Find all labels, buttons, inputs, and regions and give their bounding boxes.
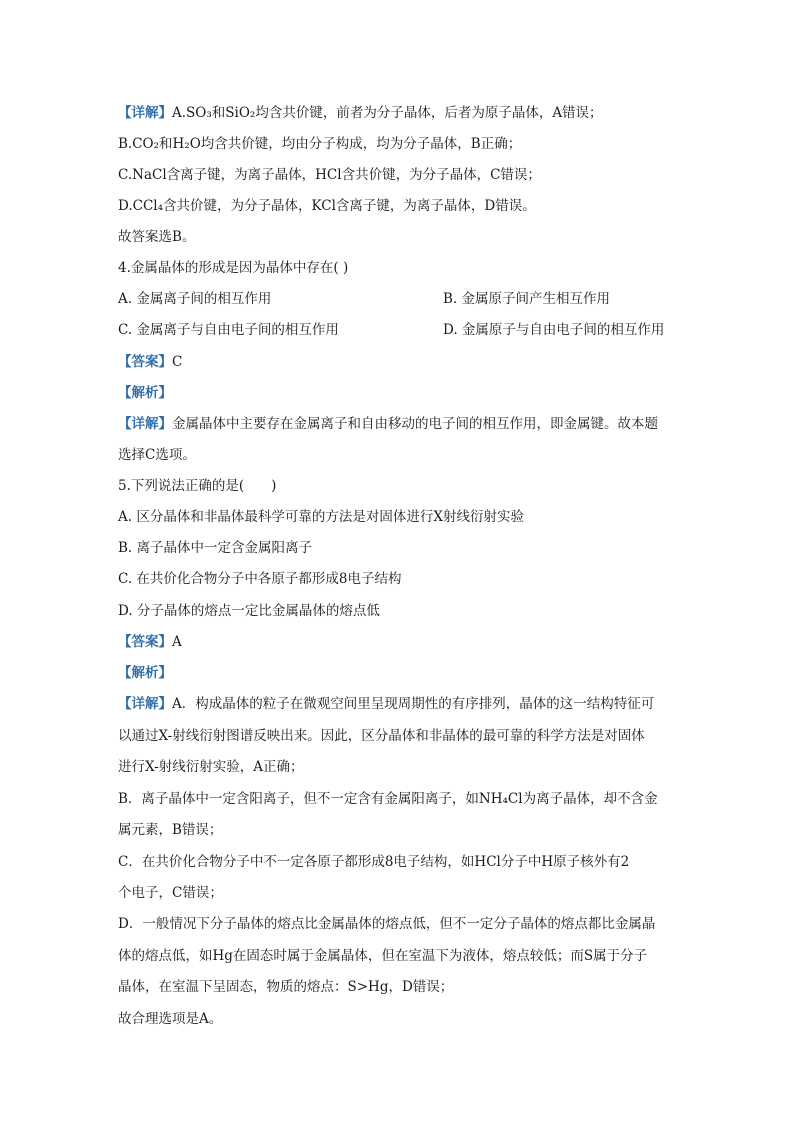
q3-conclusion: 故答案选B。: [118, 229, 196, 245]
q3-detail-d: D.CCl₄含共价键，为分子晶体，KCl含离子键，为离子晶体，D错误。: [118, 198, 536, 214]
q4-detail-line-1: [118, 414, 658, 434]
q5-detail-b-line-2: 属元素，B错误；: [118, 822, 223, 838]
q5-detail-a-line-2: 以通过X-射线衍射图谱反映出来。因此，区分晶体和非晶体的最可靠的科学方法是对固体: [118, 728, 645, 744]
q4-option-c: C. 金属离子与自由电子间的相互作用: [118, 322, 339, 338]
q4-option-d: D. 金属原子与自由电子间的相互作用: [443, 322, 665, 338]
q5-detail-a-line-1: [118, 694, 654, 714]
detail-tag: 【详解】: [118, 696, 172, 712]
q4-analysis-tag: 【解析】: [118, 385, 172, 401]
q4-stem: 4.金属晶体的形成是因为晶体中存在( ): [118, 260, 349, 276]
q5-detail-d-line-3: 晶体，在室温下呈固态，物质的熔点：S>Hg，D错误；: [118, 979, 454, 995]
answer-tag: 【答案】: [118, 634, 172, 650]
answer-value: C: [172, 354, 183, 370]
detail-tag: 【详解】: [118, 105, 172, 121]
q4-option-b: B. 金属原子间产生相互作用: [443, 291, 611, 307]
q5-detail-c-line-1: C．在共价化合物分子中不一定各原子都形成8电子结构，如HCl分子中H原子核外有2: [118, 854, 630, 870]
q4-option-a: A. 金属离子间的相互作用: [118, 291, 272, 307]
answer-tag: 【答案】: [118, 354, 172, 370]
q4-options-row-1: [118, 289, 271, 309]
q3-detail-b: B.CO₂和H₂O均含共价键，均由分子构成，均为分子晶体，B正确；: [118, 136, 522, 152]
q5-answer: [118, 632, 182, 652]
q3-detail-a: [118, 103, 603, 123]
detail-text: A.SO₃和SiO₂均含共价键，前者为分子晶体，后者为原子晶体，A错误；: [172, 105, 603, 121]
detail-text: 金属晶体中主要存在金属离子和自由移动的电子间的相互作用，即金属键。故本题: [172, 416, 658, 432]
q5-option-c: C. 在共价化合物分子中各原子都形成8电子结构: [118, 571, 402, 587]
q4-options-row-2: [118, 320, 339, 340]
q4-detail-line-2: 选择C选项。: [118, 447, 196, 463]
detail-text: A．构成晶体的粒子在微观空间里呈现周期性的有序排列，晶体的这一结构特征可: [172, 696, 655, 712]
q5-analysis-tag: 【解析】: [118, 665, 172, 681]
q5-detail-d-line-1: D．一般情况下分子晶体的熔点比金属晶体的熔点低，但不一定分子晶体的熔点都比金属晶: [118, 916, 656, 932]
q5-conclusion: 故合理选项是A。: [118, 1011, 223, 1027]
answer-value: A: [172, 634, 182, 650]
q5-detail-d-line-2: 体的熔点低，如Hg在固态时属于金属晶体，但在室温下为液体，熔点较低；而S属于分子: [118, 948, 648, 964]
q5-option-d: D. 分子晶体的熔点一定比金属晶体的熔点低: [118, 603, 380, 619]
q5-option-a: A. 区分晶体和非晶体最科学可靠的方法是对固体进行X射线衍射实验: [118, 509, 524, 525]
q5-detail-c-line-2: 个电子，C错误；: [118, 885, 223, 901]
q4-answer: [118, 352, 182, 372]
q5-detail-a-line-3: 进行X-射线衍射实验，A正确；: [118, 759, 304, 775]
q5-option-b: B. 离子晶体中一定含金属阳离子: [118, 540, 313, 556]
q3-detail-c: C.NaCl含离子键，为离子晶体，HCl含共价键，为分子晶体，C错误；: [118, 167, 541, 183]
q5-stem: 5.下列说法正确的是( ): [118, 478, 277, 494]
detail-tag: 【详解】: [118, 416, 172, 432]
q5-detail-b-line-1: B．离子晶体中一定含阳离子，但不一定含有金属阳离子，如NH₄Cl为离子晶体，却不含金: [118, 791, 658, 807]
